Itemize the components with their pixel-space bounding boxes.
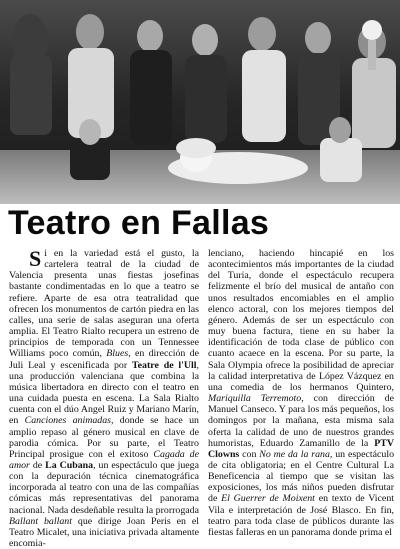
text-run: lenciano, haciendo hincapié en los acontecimientos más importantes de la ciudad del Turia, donde el espectáculo recupera felizmente el brío del musical de antaño con unos resultados encomiables en el amplio elenco actoral, con los mejores tiempos del género. Además de ser un espectáculo con muy buena factura, tiene en su haber la identificación de toda clase de público con cuanto acaece en la escena. Por su parte, la Sala Olympia ofrece la posibilidad de apreciar la calidad interpretativa de López Vázquez en una comedia de los hermanos Quintero, <box>208 248 394 393</box>
italic-run: Canciones animadas <box>24 415 112 427</box>
article-headline: Teatro en Fallas <box>8 204 270 242</box>
right-column-text <box>208 248 394 538</box>
text-run: que dirige Joan Peris en el Teatro Micalet, una iniciativa privada altamente encomia- <box>9 515 199 549</box>
bold-run: La Cubana <box>45 459 94 471</box>
text-run: , con dirección de Manuel Canseco. Y para los más pequeños, los domingos por la mañana, esta misma sala oferta la calidad de uno de nuestros grandes humoristas, Eduardo Zamanillo de la <box>208 393 394 449</box>
bold-run: PTV Clowns <box>208 437 394 460</box>
text-run: , en dirección de Juli Leal y escenificada por <box>9 348 199 371</box>
italic-run: El Guerrer de Moixent <box>221 493 315 505</box>
left-column-text <box>9 248 199 549</box>
text-run: en texto de Vicent Vila e interpretación de José Blasco. En fin, teatro para toda clase de públicos durante las fiestas falleras en un panorama donde prima el <box>208 493 394 538</box>
italic-run: Cagada de amor <box>9 448 199 471</box>
article-column-left <box>9 246 199 549</box>
article-photo <box>0 0 400 204</box>
text-run: , donde se hace un amplio repaso al género musical en clave de parodia cómica. Por su parte, el Teatro Principal prosigue con el exitoso <box>9 415 199 460</box>
text-run: , un espectáculo que juega con la depuración técnica cinematográfica incorporada al teatro con una de las compañías cómicas más representativas del panorama nacional. Nada desdeñable resulta la prorrogada <box>9 459 199 516</box>
text-run: , un espectáculo de cita obligatoria; en el Centre Cultural La Beneficencia al tiempo que se visitan las exposiciones, los más niños pueden disfrutar de <box>208 448 395 505</box>
article-column-right <box>208 248 395 538</box>
italic-run: Ballant ballant <box>9 515 72 527</box>
drop-cap: S <box>29 246 42 271</box>
italic-run: No me da la rana <box>259 448 330 460</box>
text-run: de <box>29 459 46 471</box>
text-run: con <box>239 448 260 460</box>
italic-run: Mariquilla Terremoto <box>208 393 302 405</box>
text-run: i en la variedad está el gusto, la cartelera teatral de la ciudad de Valencia presenta unas fiestas josefinas bastante condimentadas en lo que a teatro se refiere. Aparte de esa otra teatralidad que ofrecen los monumentos de cartón piedra en las calles, una serie de salas aseguran una oferta amplia. El Teatro Rialto recupera un estreno de principios de temporada con un Tennessee Williams poco común, <box>9 248 199 360</box>
italic-run: Blues <box>106 348 129 360</box>
text-run: , una producción valenciana que combina la música libertadora en directo con el teatro en una cuidada puesta en escena. La Sala Rialto cuenta con el dúo Angel Ruiz y Mariano Marín, en <box>9 359 199 427</box>
bold-run: Teatre de l'Ull <box>131 359 197 371</box>
